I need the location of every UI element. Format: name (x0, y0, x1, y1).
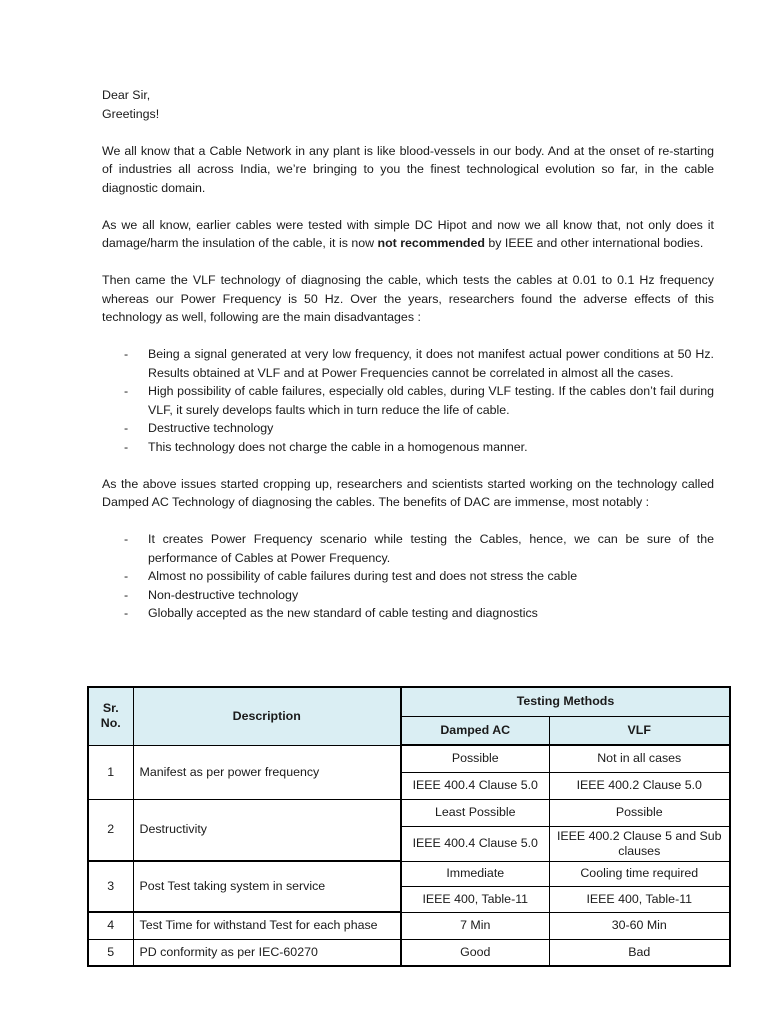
list-item: - Globally accepted as the new standard of cable testing and diagnostics (148, 604, 714, 623)
header-testing-methods: Testing Methods (401, 687, 730, 716)
list-item: - It creates Power Frequency scenario while testing the Cables, hence, we can be sure of the performance of Cables at Power Frequency. (148, 530, 714, 567)
row-3-vlf-reference: IEEE 400, Table-11 (549, 886, 730, 912)
list-item: - Non-destructive technology (148, 586, 714, 605)
list-item: - Destructive technology (148, 419, 714, 438)
row-3-description: Post Test taking system in service (133, 861, 401, 912)
row-3-dac-reference: IEEE 400, Table-11 (401, 886, 549, 912)
row-3-vlf-result: Cooling time required (549, 861, 730, 886)
row-1-sr: 1 (88, 745, 133, 799)
row-4-dac-value: 7 Min (401, 912, 549, 939)
paragraph-dc-hipot-text-2: by IEEE and other international bodies. (484, 236, 704, 250)
row-1-vlf-result: Not in all cases (549, 745, 730, 772)
list-item: - High possibility of cable failures, especially old cables, during VLF testing. If the cables don’t fail during VLF, it surely develops faults which in turn reduce the life of cable. (148, 382, 714, 419)
paragraph-dac: As the above issues started cropping up, researchers and scientists started working on the technology called Damped AC Technology of diagnosing the cables. The benefits of DAC are immense, most notably : (102, 476, 714, 509)
row-4-sr: 4 (88, 912, 133, 939)
row-1-dac-result: Possible (401, 745, 549, 772)
header-vlf: VLF (549, 716, 730, 745)
benefits-list (102, 530, 714, 623)
row-5-vlf-value: Bad (549, 939, 730, 966)
row-2-dac-reference: IEEE 400.4 Clause 5.0 (401, 826, 549, 861)
row-2-vlf-reference: IEEE 400.2 Clause 5 and Sub clauses (549, 826, 730, 861)
row-5-dac-value: Good (401, 939, 549, 966)
not-recommended-bold: not recommended (377, 236, 485, 250)
row-2-vlf-result: Possible (549, 799, 730, 826)
header-description: Description (133, 687, 401, 745)
paragraph-dc-hipot-text-1: As we all know, earlier cables were tested with simple DC Hipot and now we all know that, not only does it damage/harm the insulation of the cable, it is now (102, 217, 714, 250)
row-4-vlf-value: 30-60 Min (549, 912, 730, 939)
paragraph-dc-hipot (102, 216, 714, 253)
header-damped-ac: Damped AC (401, 716, 549, 745)
row-5-sr: 5 (88, 939, 133, 966)
row-1-dac-reference: IEEE 400.4 Clause 5.0 (401, 772, 549, 799)
list-item: - Being a signal generated at very low frequency, it does not manifest actual power conditions at 50 Hz. Results obtained at VLF and at Power Frequencies cannot be correlated in almost all the cases. (148, 345, 714, 382)
list-item: - This technology does not charge the cable in a homogenous manner. (148, 438, 714, 457)
row-1-description: Manifest as per power frequency (133, 745, 401, 799)
row-2-dac-result: Least Possible (401, 799, 549, 826)
row-3-dac-result: Immediate (401, 861, 549, 886)
paragraph-intro: We all know that a Cable Network in any plant is like blood-vessels in our body. And at the onset of re-starting of industries all across India, we’re bringing to you the finest technological evolution so far, in the cable diagnostic domain. (102, 143, 714, 195)
comparison-table (87, 686, 731, 967)
row-4-description: Test Time for withstand Test for each phase (133, 912, 401, 939)
row-5-description: PD conformity as per IEC-60270 (133, 939, 401, 966)
row-2-description: Destructivity (133, 799, 401, 861)
disadvantages-list (102, 345, 714, 456)
salutation: Dear Sir, (102, 88, 151, 102)
list-item: - Almost no possibility of cable failures during test and does not stress the cable (148, 567, 714, 586)
row-2-sr: 2 (88, 799, 133, 861)
header-sr-no: Sr. No. (88, 687, 133, 745)
letter-body (102, 86, 714, 623)
row-3-sr: 3 (88, 861, 133, 912)
greeting: Greetings! (102, 106, 160, 121)
paragraph-vlf: Then came the VLF technology of diagnosing the cable, which tests the cables at 0.01 to 0.1 Hz frequency whereas our Power Frequency is 50 Hz. Over the years, researchers found the adverse effects of this technology as well, following are the main disadvantages : (102, 273, 714, 324)
row-1-vlf-reference: IEEE 400.2 Clause 5.0 (549, 772, 730, 799)
